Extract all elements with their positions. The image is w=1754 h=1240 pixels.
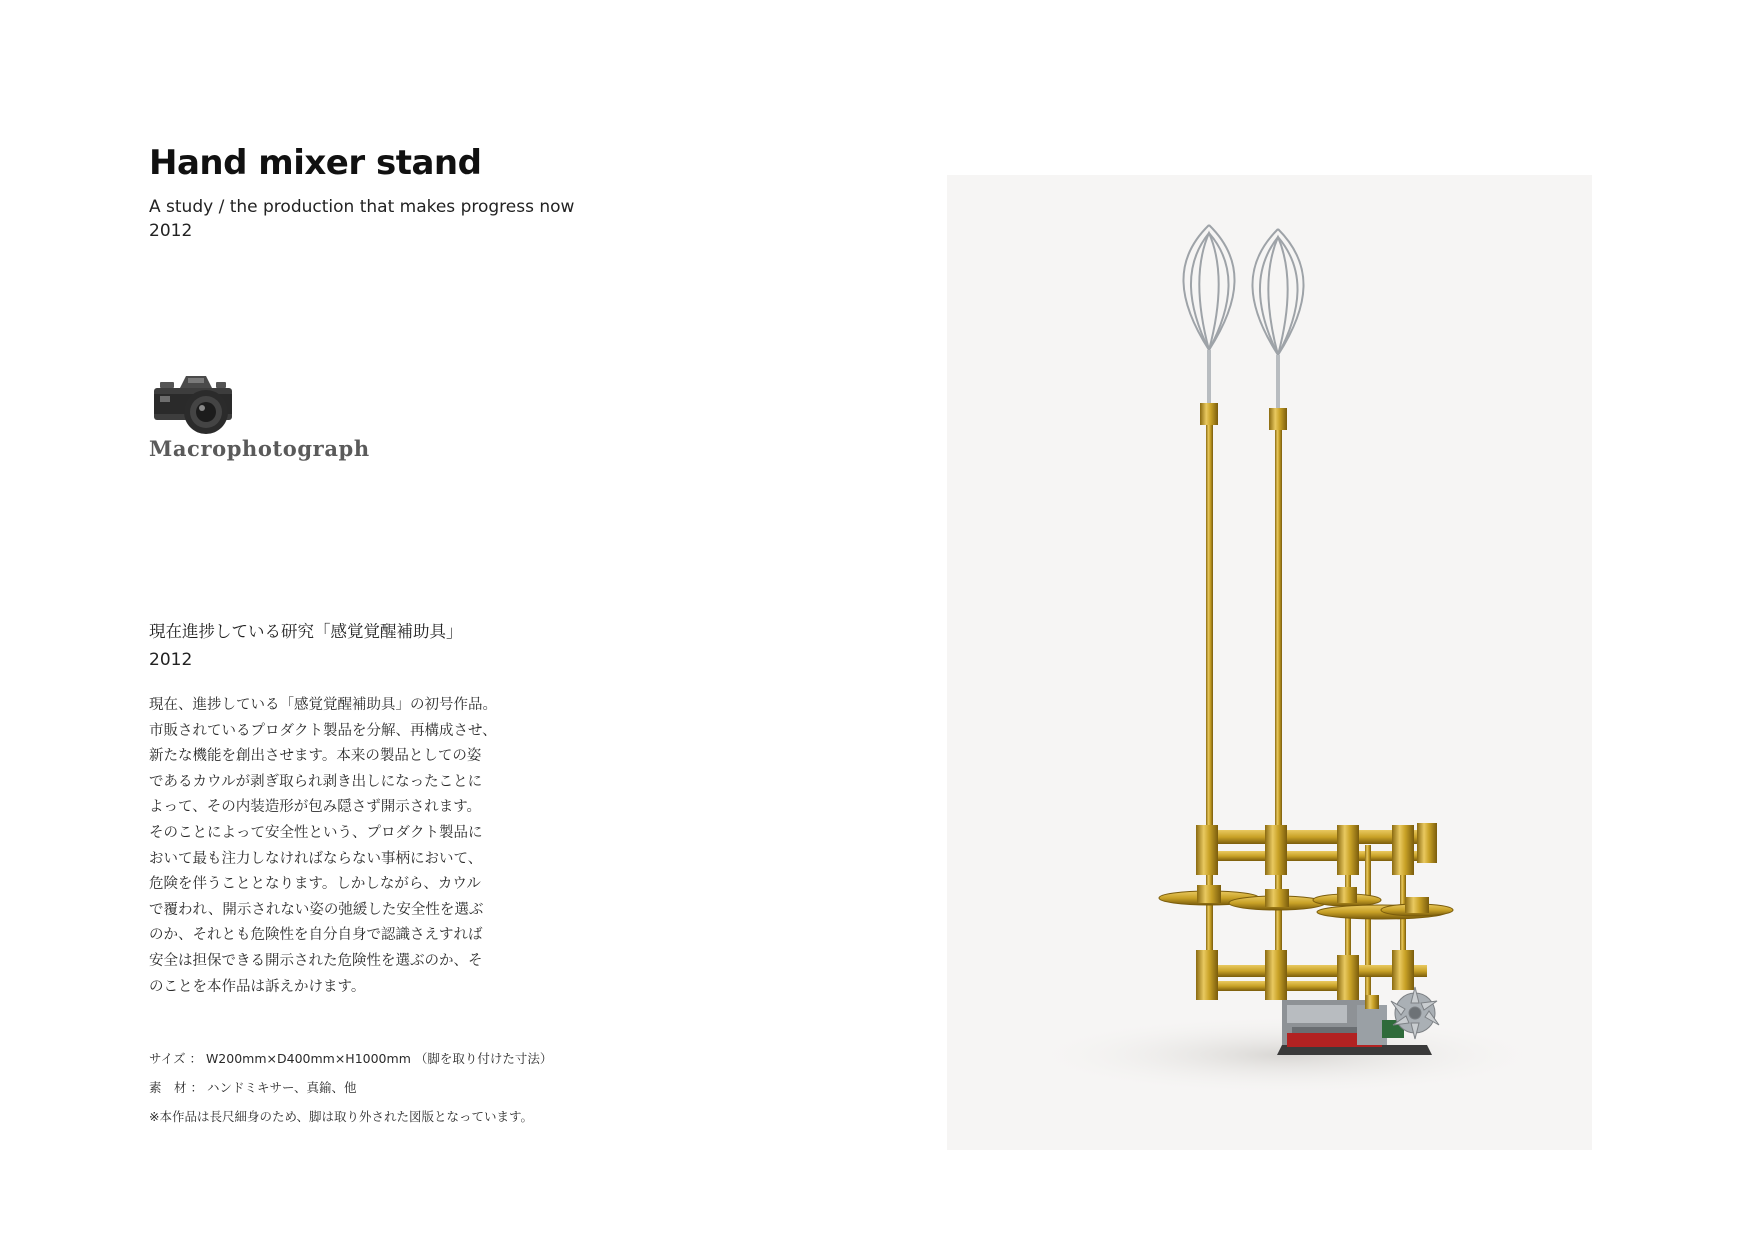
- description-line: で覆われ、開示されない姿の弛緩した安全性を選ぶ: [149, 901, 484, 918]
- section-year: 2012: [149, 650, 193, 670]
- whisk-right: [1252, 229, 1303, 410]
- description-line: のか、それとも危険性を自分自身で認識さえすれば: [149, 927, 483, 944]
- whisk-left: [1183, 225, 1234, 405]
- rod-left: [1206, 425, 1213, 1000]
- macrophotograph-logo: [149, 372, 379, 464]
- spec-material: 素 材 ： ハンドミキサー、真鍮、他: [149, 1080, 357, 1095]
- gear-frame: [1159, 823, 1453, 1005]
- camera-icon: [152, 372, 238, 436]
- description-line: よって、その内装造形が包み隠さず開示されます。: [149, 799, 482, 816]
- description-line: 危険を伴うこととなります。しかしながら、カウル: [149, 876, 481, 893]
- description-line: 安全は担保できる開示された危険性を選ぶのか、そ: [149, 952, 483, 969]
- description-line: そのことによって安全性という、プロダクト製品に: [149, 824, 483, 841]
- spec-note: ※本作品は長尺細身のため、脚は取り外された図版となっています。: [149, 1109, 533, 1124]
- rod-right: [1275, 430, 1282, 1000]
- spec-size: サイズ ： W200mm×D400mm×H1000mm （脚を取り付けた寸法）: [149, 1051, 553, 1066]
- page-title: Hand mixer stand: [149, 143, 482, 183]
- description-line: 現在、進捗している「感覚覚醒補助具」の初号作品。: [149, 697, 497, 713]
- logo-text: Macrophotograph: [149, 436, 370, 461]
- section-heading: 現在進捗している研究「感覚覚醒補助具」: [149, 622, 463, 641]
- description-line: であるカウルが剥ぎ取られ剥き出しになったことに: [149, 773, 483, 790]
- title-year: 2012: [149, 221, 193, 241]
- product-photo: [947, 175, 1592, 1150]
- collar-right: [1269, 408, 1287, 430]
- description-text: [149, 693, 509, 1000]
- hand-mixer-stand-illustration: [947, 175, 1592, 1150]
- specs-block: [149, 1050, 552, 1137]
- description-line: のことを本作品は訴えかけます。: [149, 978, 366, 995]
- collar-left: [1200, 403, 1218, 425]
- description-line: 新たな機能を創出させます。本来の製品としての姿: [149, 748, 482, 765]
- description-line: 市販されているプロダクト製品を分解、再構成させ、: [149, 722, 497, 739]
- subtitle: A study / the production that makes progress now: [149, 197, 575, 217]
- description-line: おいて最も注力しなければならない事柄において、: [149, 850, 483, 867]
